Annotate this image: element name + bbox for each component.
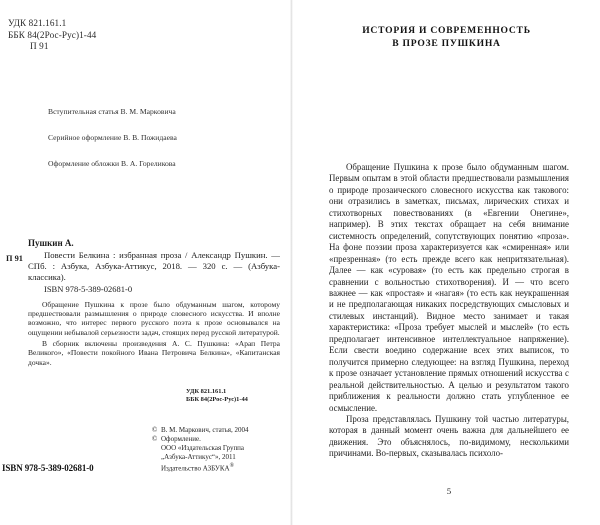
running-head-line-2: В ПРОЗЕ ПУШКИНА bbox=[392, 38, 501, 49]
copyright-imprint-line bbox=[152, 462, 249, 473]
copyright-article-text: В. М. Маркович, статья, 2004 bbox=[161, 426, 249, 434]
running-head bbox=[293, 24, 600, 50]
isbn-bottom: ISBN 978-5-389-02681-0 bbox=[2, 463, 94, 473]
udk-code: УДК 821.161.1 bbox=[8, 18, 67, 28]
udk-code-small: УДК 821.161.1 bbox=[186, 388, 227, 395]
body-paragraph-1: Обращение Пушкина к прозе было обдуманным шагом. Первым опытам в этой области предшествовали размышления о природе прозаического словесного искусства как такового: они отразились в заметках, письмах, лирических стихах и стихотворных повествованиях (в «Евгении Онегине», например). В этих текстах обращает на себя внимание системность определений, сопутствующих понятию «проза». На фоне поэзии проза характеризуется как «смиренная» или «презренная» (то есть прежде всего как непритязательная). Далее — как «суровая» (то есть как предельно строгая в сравнении с вольностью стихотворения). И — что всего важнее — как «простая» и «нагая» (то есть как неукрашенная и не предполагающая никаких посредствующих смысловых и стилевых инстанций). Видное место занимает и такая характеристика: «Проза требует мыслей и мыслей» (то есть предполагает интенсивное интеллектуальное напряжение). Если свести воедино содержание всех этих выписок, то получится примерно следующее: на взгляд Пушкина, переход к прозе означает установление прямых отношений искусства с реальной действительностью. А целью и результатом такого приближения к реальности должно стать углубленное ее осмысление. bbox=[329, 162, 569, 413]
left-page bbox=[0, 0, 290, 525]
credits-block bbox=[48, 107, 177, 185]
copyright-publisher-line-2: „Азбука-Аттикус“», 2011 bbox=[161, 452, 236, 461]
bibrec-marker: П 91 bbox=[6, 254, 23, 263]
bibliographic-record bbox=[6, 238, 280, 367]
credit-cover-design: Оформление обложки В. А. Гореликова bbox=[48, 159, 176, 168]
copyright-line-design bbox=[152, 435, 249, 444]
annotation-paragraph-2: В сборник включены произведения А. С. Пушкина: «Арап Петра Великого», «Повести покойного Ивана Петровича Белкина», «Капитанская дочка». bbox=[28, 339, 280, 367]
bibrec-title: Повести Белкина : избранная проза / Александр Пушкин. — СПб. : Азбука, Азбука-Аттикус, 2018. — 320 с. — (Азбука-классика). bbox=[28, 250, 280, 283]
bibrec-author: Пушкин А. bbox=[28, 238, 74, 248]
classification-block-small bbox=[186, 388, 248, 404]
copyright-line-article bbox=[152, 426, 249, 435]
body-paragraph-2: Проза представлялась Пушкину той частью литературы, которая в данный момент очень важна для дальнейшего ее движения. Это объяснялось, по-видимому, несколькими причинами. Во-первых, сказывалась психоло- bbox=[329, 413, 569, 459]
bbk-code-small: ББК 84(2Рос-Рус)1-44 bbox=[186, 396, 248, 403]
copyright-icon-second: © bbox=[152, 434, 158, 443]
running-head-line-1: ИСТОРИЯ И СОВРЕМЕННОСТЬ bbox=[362, 25, 531, 36]
copyright-block bbox=[152, 426, 249, 473]
credit-series-design: Серийное оформление В. В. Пожидаева bbox=[48, 133, 177, 142]
copyright-design-text: Оформление. bbox=[161, 434, 201, 443]
annotation-paragraph-1: Обращение Пушкина к прозе было обдуманным шагом, которому предшествовали размышления о природе словесного искусства. И вполне возможно, что интерес первого русского поэта к прозе основывался на ощущении небывалой серьезности задач, стоящих перед русской литературой. bbox=[28, 299, 280, 337]
bbk-code: ББК 84(2Рос-Рус)1-44 bbox=[8, 29, 97, 40]
copyright-icon: © bbox=[152, 426, 158, 434]
author-mark-code: П 91 bbox=[30, 41, 49, 52]
bibrec-isbn: ISBN 978-5-389-02681-0 bbox=[44, 283, 133, 294]
copyright-publisher-line-1: ООО «Издательская Группа bbox=[161, 443, 245, 452]
registered-trademark-icon: ® bbox=[229, 462, 234, 469]
classification-block-top bbox=[8, 18, 96, 53]
copyright-imprint-text: Издательство АЗБУКА bbox=[161, 463, 230, 472]
right-page bbox=[293, 0, 600, 525]
body-text bbox=[329, 162, 569, 460]
page-number: 5 bbox=[446, 486, 452, 496]
credit-intro-article: Вступительная статья В. М. Марковича bbox=[48, 107, 176, 116]
